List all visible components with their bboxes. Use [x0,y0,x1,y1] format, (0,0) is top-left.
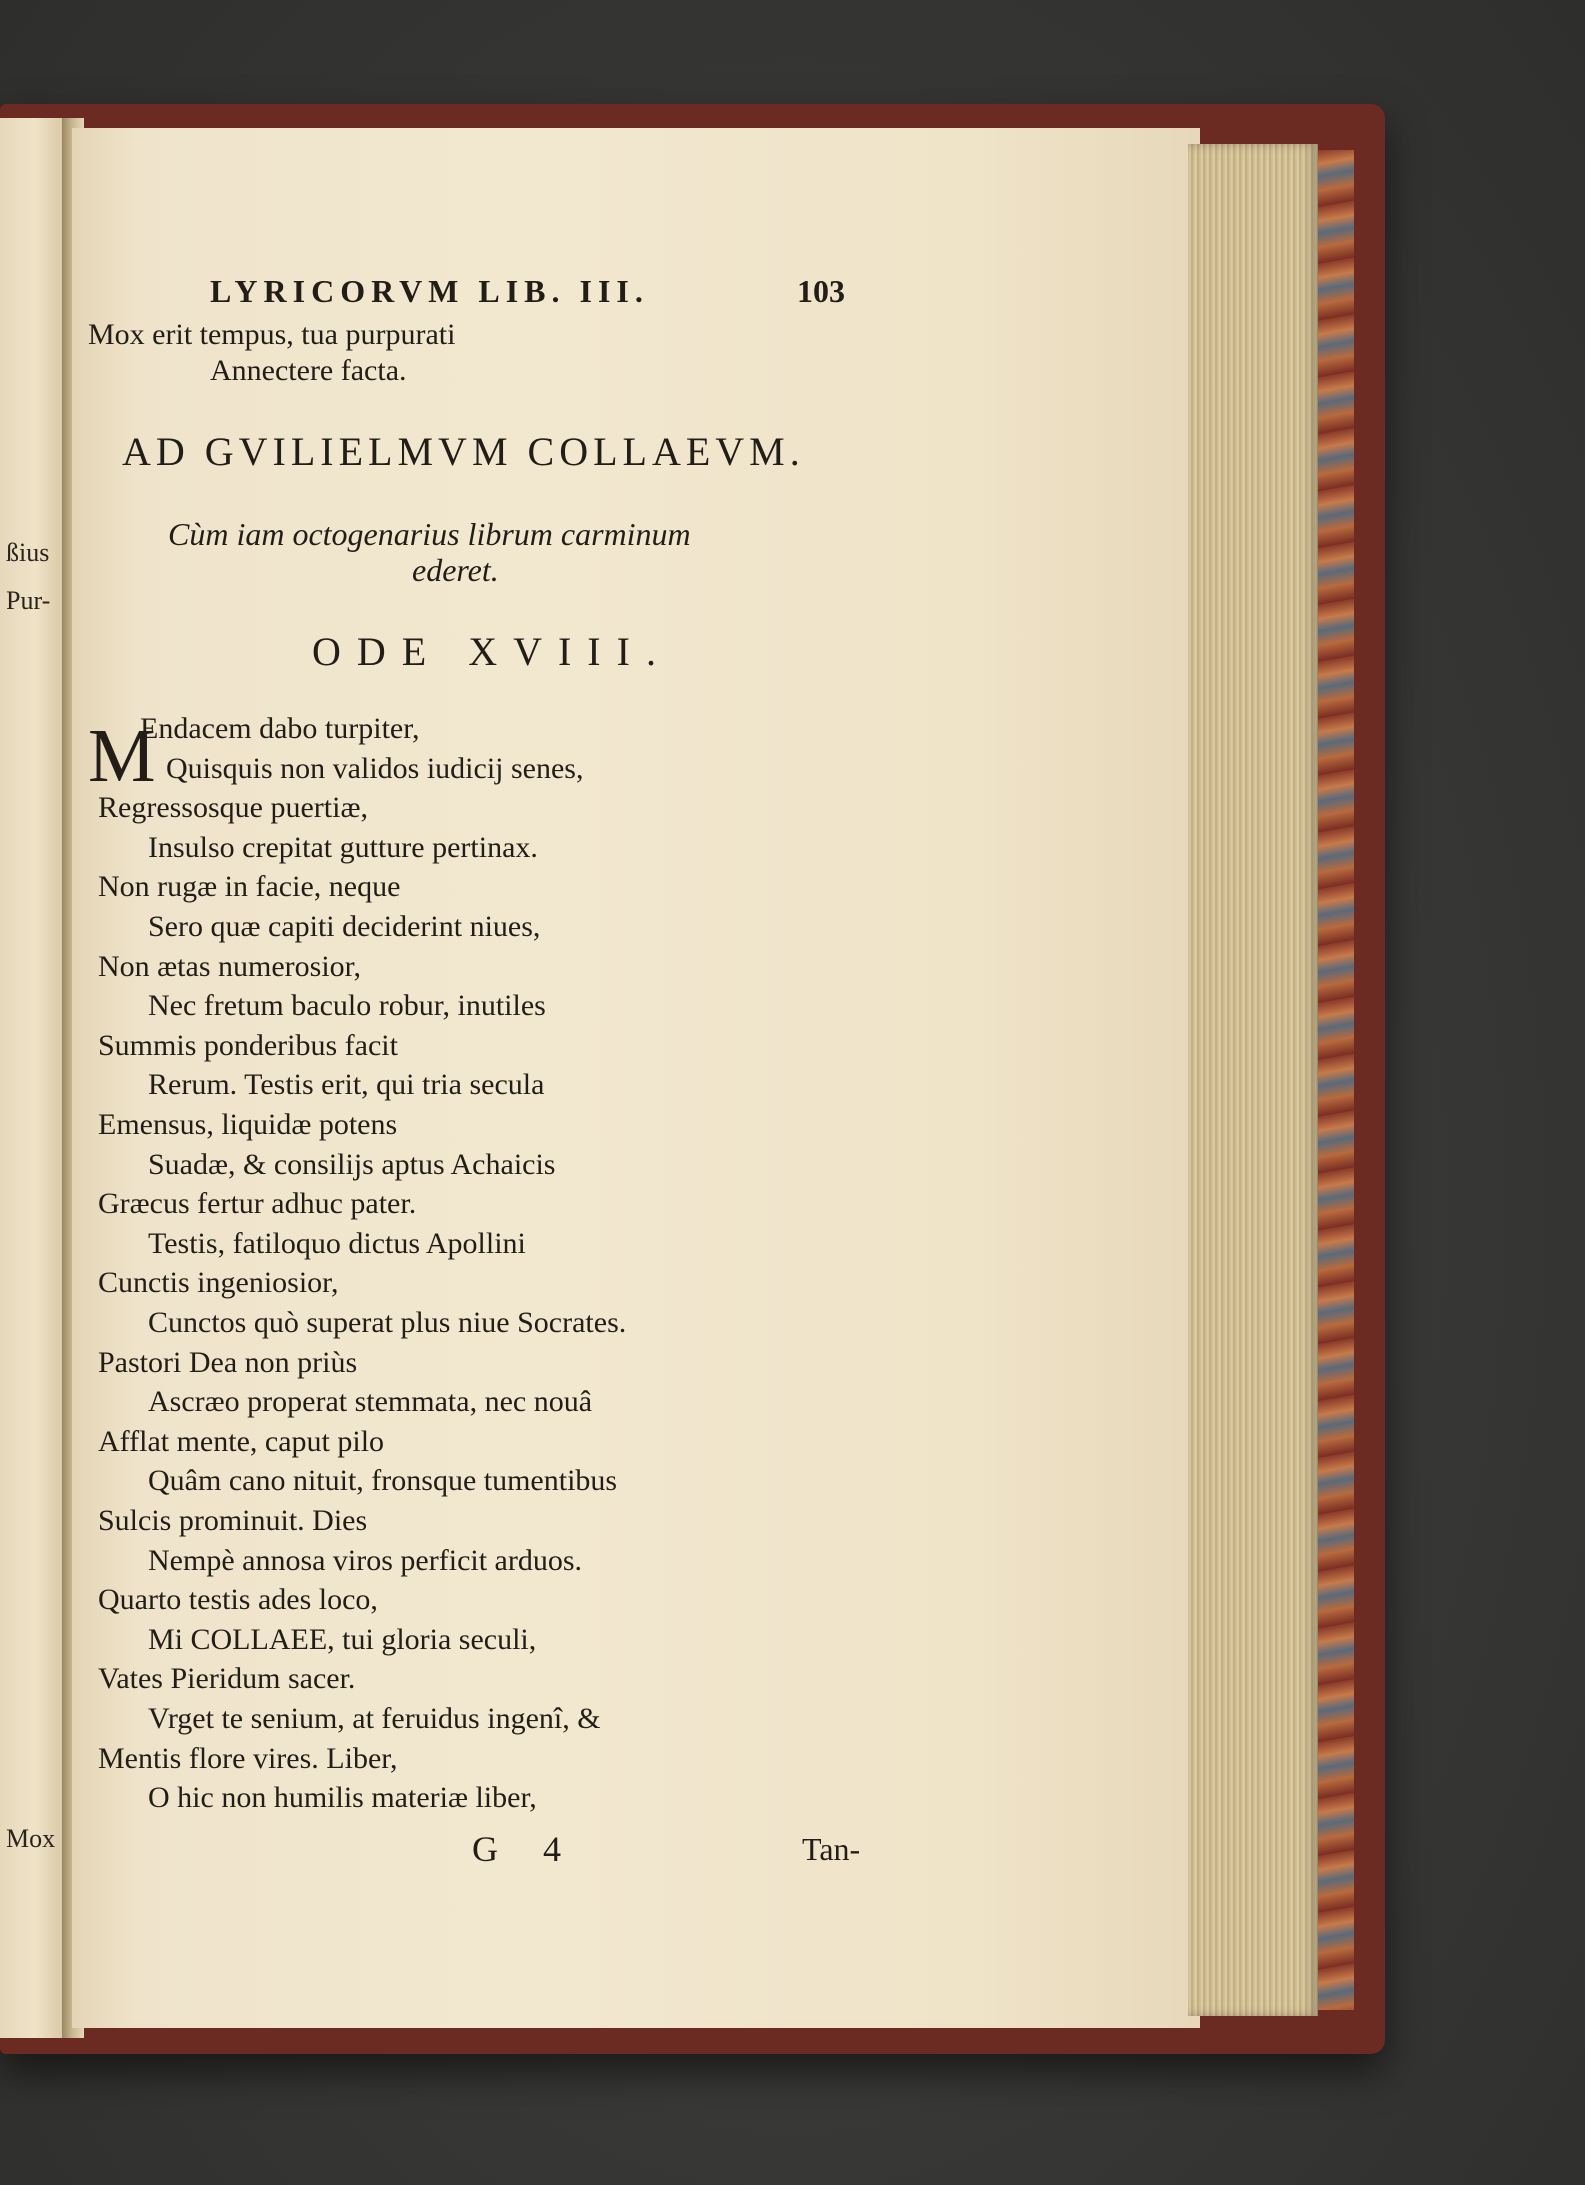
poem-line: Regressosque puertiæ, [98,791,368,825]
poem-line: Cunctos quò superat plus niue Socrates. [148,1306,627,1339]
poem-line: Rerum. Testis erit, qui tria secula [148,1068,545,1102]
continuation-line-1: Mox erit tempus, tua purpurati [88,318,456,351]
left-fragment-3: Mox [6,1824,56,1853]
poem-line: Insulso crepitat gutture pertinax. [148,830,538,864]
left-fragment-2: Pur- [6,586,51,615]
poem-line: Quâm cano nituit, fronsque tumentibus [148,1464,618,1498]
poem-line: O hic non humilis materiæ liber, [148,1781,537,1815]
continuation-line-2: Annectere facta. [210,354,407,387]
poem-line: Sulcis prominuit. Dies [98,1504,368,1537]
subtitle-line-1: Cùm iam octogenarius librum carminum [168,516,691,552]
poem-line: Nempè annosa viros perficit arduos. [148,1543,583,1577]
poem-line: Afflat mente, caput pilo [98,1424,385,1458]
signature-mark: G 4 [472,1829,579,1869]
left-page-edge [0,118,70,2038]
poem-line: Non ætas numerosior, [98,949,361,983]
poem-line: Mentis flore vires. Liber, [98,1741,398,1775]
drop-cap: M [88,714,156,798]
poem-line: Cunctis ingeniosior, [98,1266,339,1300]
poem-line: Emensus, liquidæ potens [98,1108,398,1141]
poem-line: Nec fretum baculo robur, inutiles [148,989,546,1023]
poem-line: Summis ponderibus facit [98,1028,398,1062]
ode-title: ODE XVIII. [312,629,672,674]
poem-line: Quarto testis ades loco, [98,1583,378,1617]
ode-heading: AD GVILIELMVM COLLAEVM. [122,429,805,474]
poem-line: Suadæ, & consilijs aptus Achaicis [148,1147,556,1181]
subtitle-line-2: ederet. [412,552,499,588]
marbled-edge [1318,150,1354,2010]
poem-line: Vates Pieridum sacer. [98,1662,356,1696]
page-number: 103 [797,273,845,309]
poem-line: Ascræo properat stemmata, nec nouâ [148,1385,593,1419]
poem-line: Quisquis non validos iudicij senes, [166,751,584,785]
catchword: Tan- [802,1831,861,1867]
page-fore-edge [1188,144,1318,2016]
poem-line: Non rugæ in facie, neque [98,870,401,904]
poem-line: Endacem dabo turpiter, [140,712,420,745]
left-fragment-1: ßius [6,538,50,567]
poem-line: Vrget te senium, at feruidus ingenî, & [148,1702,601,1735]
poem-line: Testis, fatiloquo dictus Apollini [148,1226,526,1260]
poem-line: Pastori Dea non priùs [98,1345,358,1379]
page-text [72,128,1200,2028]
poem-line: Mi COLLAEE, tui gloria seculi, [148,1622,537,1656]
poem-line: Sero quæ capiti deciderint niues, [148,910,541,943]
poem-line: Græcus fertur adhuc pater. [98,1187,417,1221]
running-head: LYRICORVM LIB. III. [210,273,649,309]
